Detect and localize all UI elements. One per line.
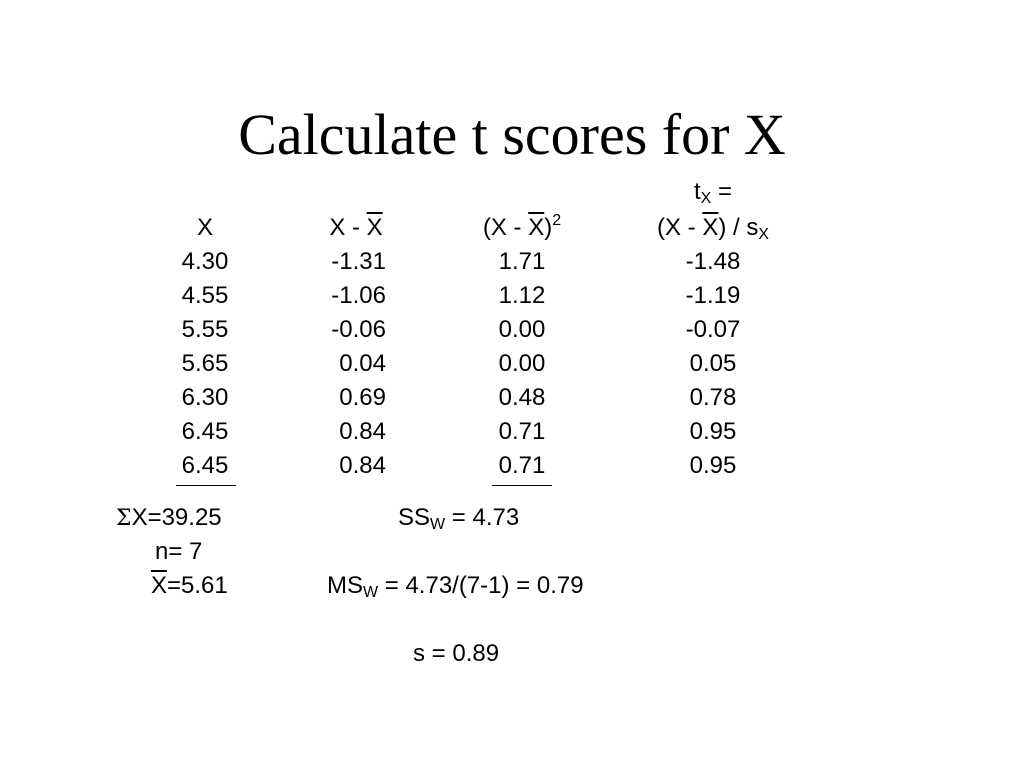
t-score-column-header bbox=[657, 214, 769, 242]
x-column-header: X bbox=[196, 214, 214, 241]
ss-subscript: W bbox=[430, 516, 446, 533]
t-header-prefix: (X - bbox=[656, 214, 703, 241]
t-score-value: 0.78 bbox=[689, 384, 737, 411]
squared-header-prefix: (X - bbox=[482, 214, 529, 241]
ms-subscript: W bbox=[363, 584, 379, 601]
x-value: 4.55 bbox=[181, 282, 229, 309]
x-value: 6.45 bbox=[181, 418, 229, 445]
ms-value: = 4.73/(7-1) = 0.79 bbox=[378, 572, 584, 599]
mean-value: =5.61 bbox=[167, 572, 228, 599]
squared-value: 0.00 bbox=[498, 350, 546, 377]
t-subscript: X bbox=[700, 190, 712, 207]
deviation-value: -0.06 bbox=[331, 316, 386, 343]
squared-exponent: 2 bbox=[552, 212, 562, 229]
squared-value: 0.71 bbox=[498, 452, 546, 479]
squared-value: 1.12 bbox=[498, 282, 546, 309]
deviation-value: 0.84 bbox=[339, 418, 386, 445]
deviation-column-header bbox=[329, 214, 382, 242]
deviation-value: 0.84 bbox=[339, 452, 386, 479]
x-value: 6.45 bbox=[181, 452, 229, 479]
squared-header-close: ) bbox=[544, 214, 553, 241]
s-subscript: X bbox=[758, 226, 770, 243]
t-score-value: -0.07 bbox=[685, 316, 741, 343]
sigma-icon: Σ bbox=[116, 506, 132, 531]
x-value: 5.55 bbox=[181, 316, 229, 343]
deviation-value: -1.31 bbox=[331, 248, 386, 275]
ss-value: = 4.73 bbox=[445, 504, 520, 531]
slide-title: Calculate t scores for X bbox=[238, 102, 786, 167]
squared-value: 0.71 bbox=[498, 418, 546, 445]
squared-sum-underline bbox=[492, 485, 552, 486]
ss-label: SS bbox=[398, 504, 431, 531]
x-value: 5.65 bbox=[181, 350, 229, 377]
x-value: 4.30 bbox=[181, 248, 229, 275]
squared-value: 1.71 bbox=[498, 248, 546, 275]
t-score-value: 0.05 bbox=[689, 350, 737, 377]
t-symbol: t bbox=[693, 178, 701, 205]
squared-value: 0.48 bbox=[498, 384, 546, 411]
ms-label: MS bbox=[327, 572, 363, 599]
mean-symbol: $\overline{X}$ bbox=[528, 214, 545, 241]
sample-mean bbox=[151, 572, 228, 600]
x-sum-underline bbox=[176, 485, 236, 486]
t-score-value: -1.48 bbox=[685, 248, 741, 275]
standard-deviation: s = 0.89 bbox=[413, 640, 500, 667]
sum-x-value: X=39.25 bbox=[131, 504, 222, 531]
mean-symbol: $\overline{X}$ bbox=[702, 214, 719, 241]
t-header-mid: ) / s bbox=[718, 214, 759, 241]
t-score-value: 0.95 bbox=[689, 452, 737, 479]
squared-deviation-column-header bbox=[483, 214, 561, 242]
mean-symbol: $\overline{X}$ bbox=[366, 214, 383, 241]
t-score-header-top bbox=[694, 178, 732, 206]
sample-size: n= 7 bbox=[155, 538, 203, 565]
t-score-value: 0.95 bbox=[689, 418, 737, 445]
deviation-header-prefix: X - bbox=[329, 214, 367, 241]
squared-value: 0.00 bbox=[498, 316, 546, 343]
ms-within bbox=[327, 572, 584, 600]
mean-symbol: $\overline{X}$ bbox=[151, 572, 168, 599]
deviation-value: 0.04 bbox=[339, 350, 386, 377]
ss-within bbox=[398, 504, 519, 532]
deviation-value: -1.06 bbox=[331, 282, 386, 309]
deviation-value: 0.69 bbox=[339, 384, 386, 411]
x-value: 6.30 bbox=[181, 384, 229, 411]
sum-x bbox=[116, 504, 222, 533]
t-score-value: -1.19 bbox=[685, 282, 741, 309]
t-equals: = bbox=[711, 178, 733, 205]
